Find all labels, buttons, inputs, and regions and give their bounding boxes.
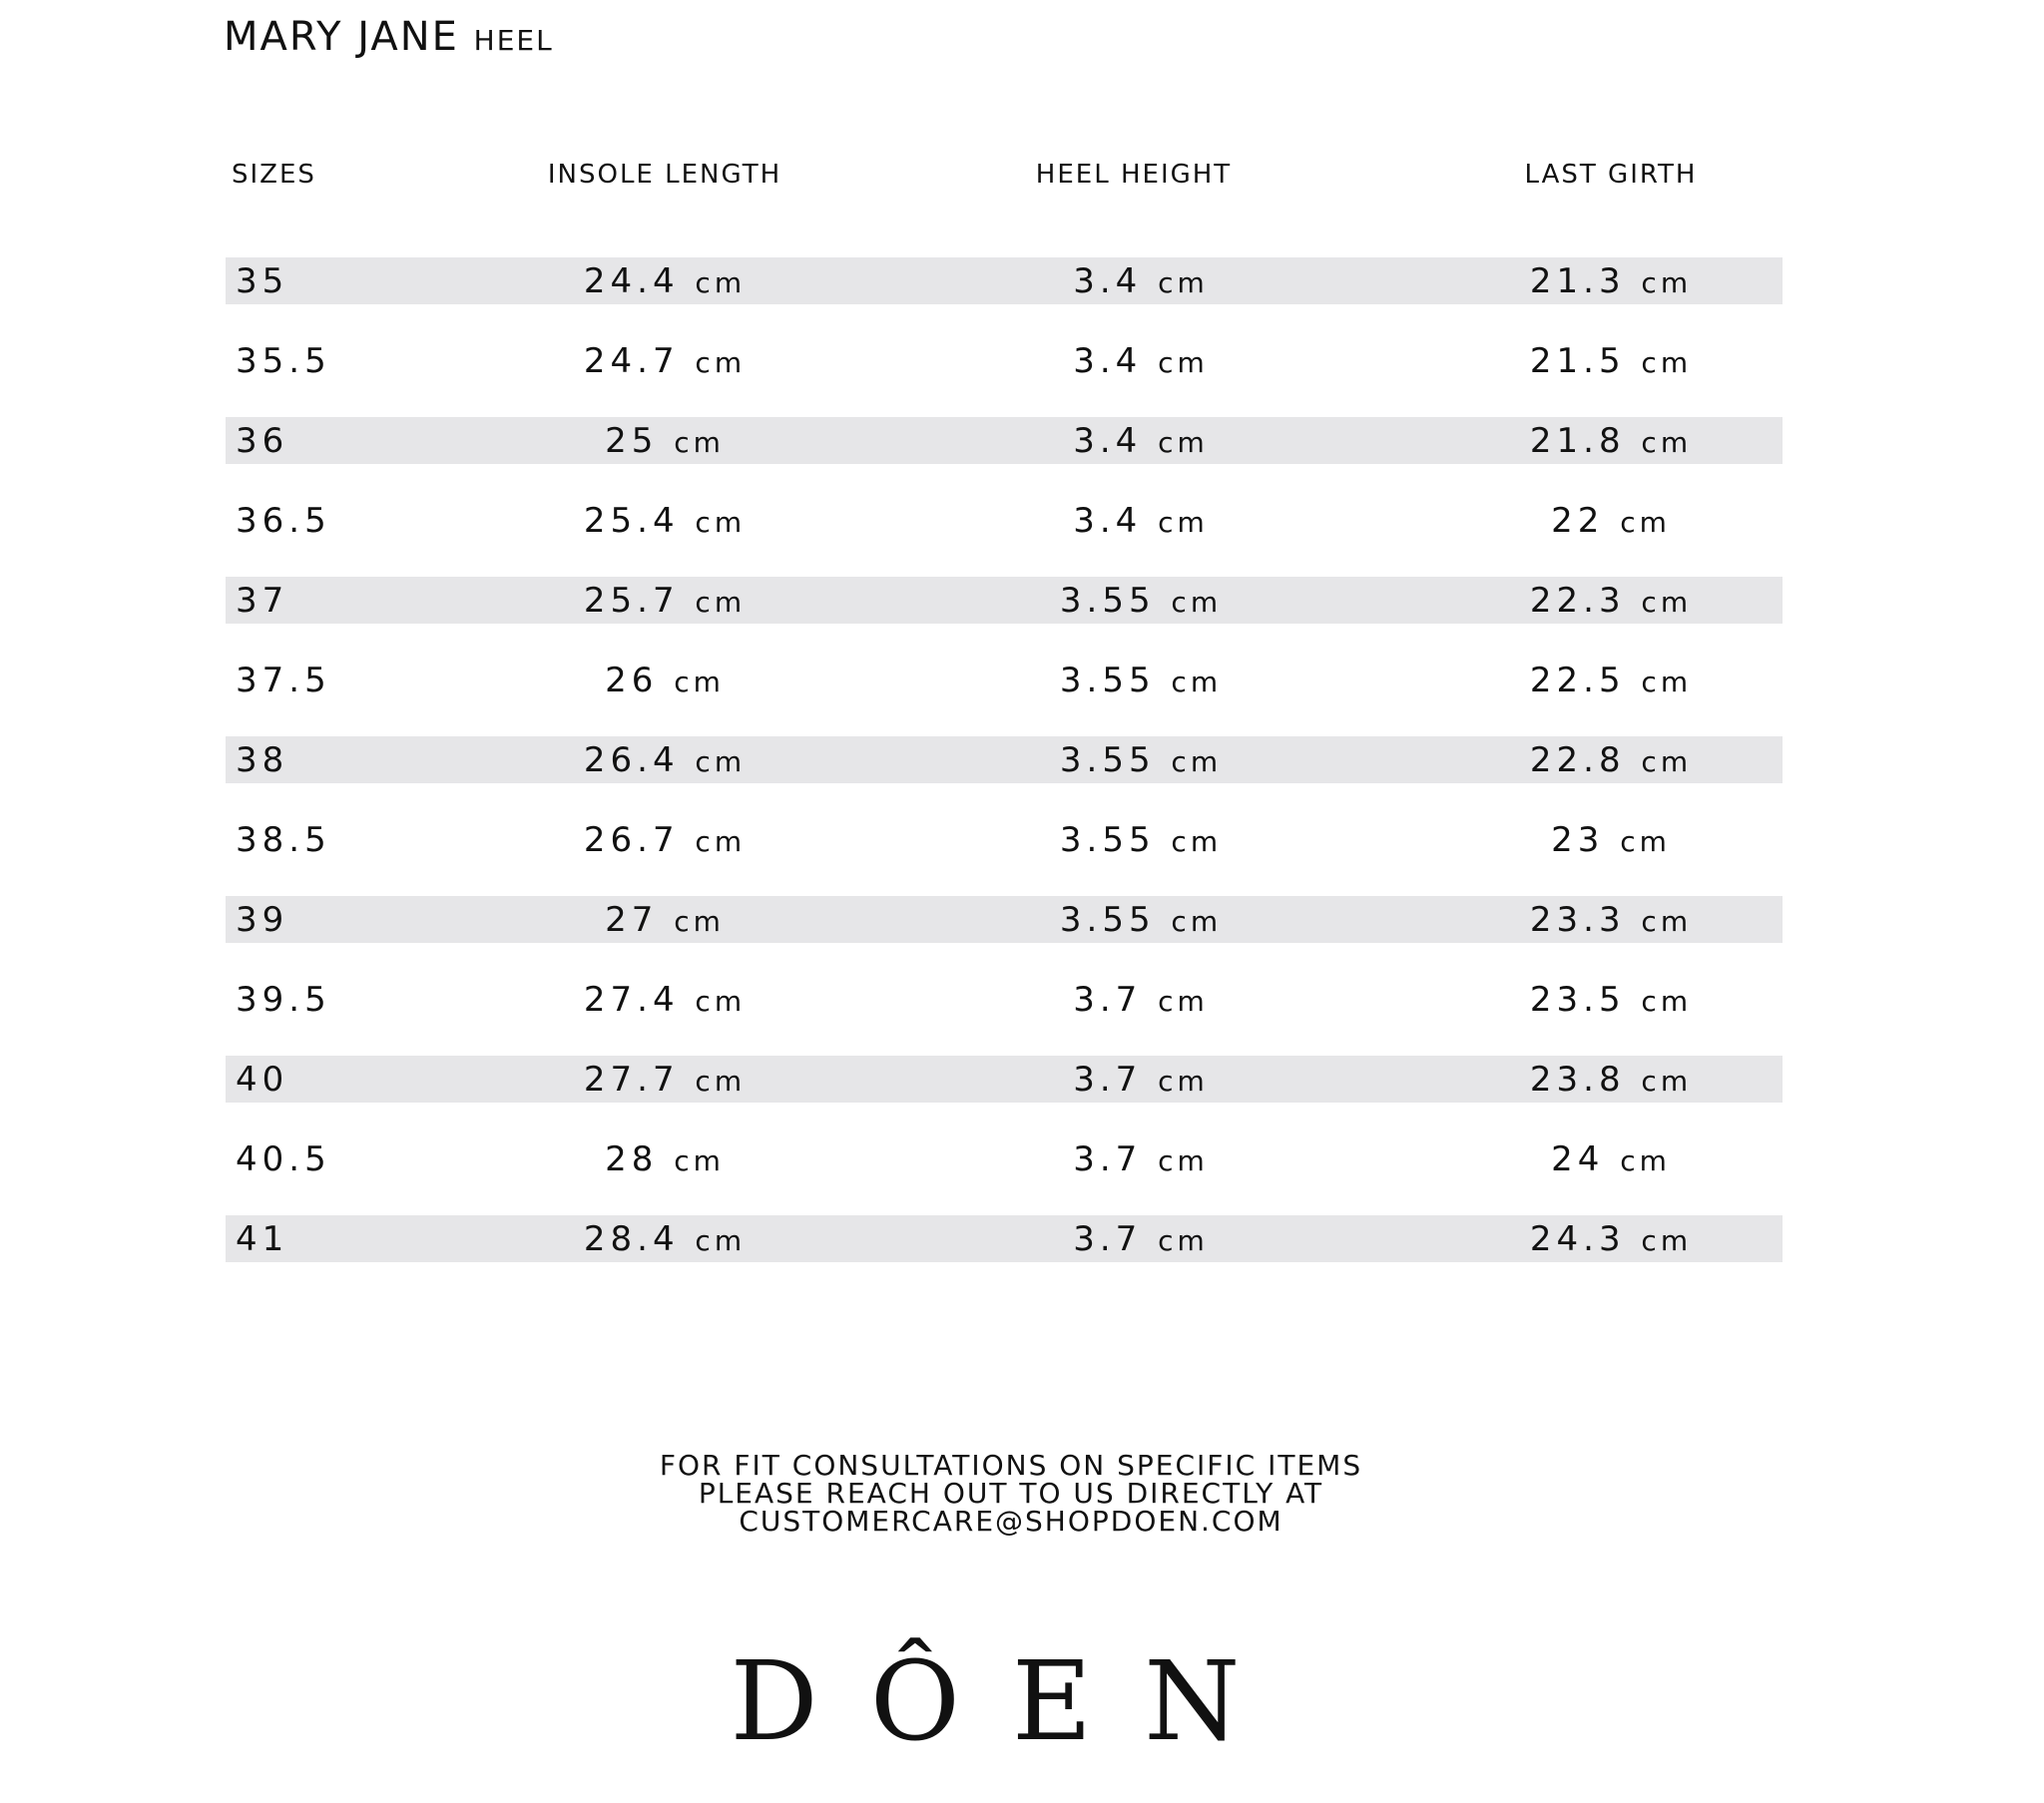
insole-length-cell-value: 25 xyxy=(605,420,659,461)
table-row xyxy=(226,736,1783,783)
heel-height-cell xyxy=(1073,341,1209,381)
insole-length-cell-value: 27.7 xyxy=(583,1059,680,1100)
unit-label: cm xyxy=(695,505,747,539)
heel-height-cell xyxy=(1060,581,1222,621)
unit-label: cm xyxy=(1641,265,1693,299)
last-girth-cell-value: 22.3 xyxy=(1529,580,1626,621)
unit-label: cm xyxy=(1641,1223,1693,1257)
last-girth-cell xyxy=(1530,421,1692,461)
unit-label: cm xyxy=(1641,585,1693,619)
heel-height-cell xyxy=(1060,900,1222,940)
fit-consultation-note xyxy=(0,1449,2022,1538)
last-girth-cell xyxy=(1530,740,1692,780)
last-girth-cell xyxy=(1551,501,1671,541)
insole-length-cell xyxy=(584,581,746,621)
note-line-1: FOR FIT CONSULTATIONS ON SPECIFIC ITEMS xyxy=(659,1449,1363,1482)
size-table xyxy=(226,257,1783,1295)
size-cell xyxy=(236,1139,331,1179)
unit-label: cm xyxy=(674,665,725,698)
unit-label: cm xyxy=(1158,1064,1209,1098)
note-email: CUSTOMERCARE@SHOPDOEN.COM xyxy=(739,1505,1283,1538)
size-cell-value: 37.5 xyxy=(236,660,331,700)
unit-label: cm xyxy=(695,1064,747,1098)
insole-length-cell-value: 26.4 xyxy=(583,739,680,780)
size-cell-value: 40.5 xyxy=(236,1138,331,1179)
heel-height-cell xyxy=(1073,1219,1209,1259)
heel-height-cell xyxy=(1073,980,1209,1020)
unit-label: cm xyxy=(1158,425,1209,459)
size-cell-value: 41 xyxy=(236,1218,289,1259)
table-row xyxy=(226,1056,1783,1103)
heel-height-cell xyxy=(1073,1139,1209,1179)
unit-label: cm xyxy=(1158,984,1209,1018)
unit-label: cm xyxy=(695,984,747,1018)
insole-length-cell-value: 24.4 xyxy=(583,260,680,301)
size-cell-value: 35 xyxy=(236,260,289,301)
size-cell xyxy=(236,341,331,381)
insole-length-cell-value: 26 xyxy=(605,660,659,700)
size-cell-value: 37 xyxy=(236,580,289,621)
last-girth-cell xyxy=(1530,261,1692,301)
unit-label: cm xyxy=(695,345,747,379)
last-girth-cell xyxy=(1530,661,1692,700)
insole-length-cell-value: 24.7 xyxy=(583,340,680,381)
header-last-girth: LAST GIRTH xyxy=(1524,160,1698,190)
table-row xyxy=(226,577,1783,624)
heel-height-cell-value: 3.55 xyxy=(1059,580,1156,621)
insole-length-cell-value: 28.4 xyxy=(583,1218,680,1259)
unit-label: cm xyxy=(695,265,747,299)
size-cell xyxy=(236,740,288,780)
heel-height-cell-value: 3.55 xyxy=(1059,819,1156,860)
size-cell xyxy=(236,501,331,541)
last-girth-cell-value: 22.8 xyxy=(1529,739,1626,780)
table-header xyxy=(226,160,1783,200)
last-girth-cell-value: 23.3 xyxy=(1529,899,1626,940)
header-sizes: SIZES xyxy=(232,160,316,190)
unit-label: cm xyxy=(1620,1143,1671,1177)
insole-length-cell xyxy=(584,341,746,381)
heel-height-cell-value: 3.4 xyxy=(1073,340,1143,381)
last-girth-cell-value: 23.8 xyxy=(1529,1059,1626,1100)
heel-height-cell xyxy=(1073,501,1209,541)
size-cell-value: 38 xyxy=(236,739,289,780)
heel-height-cell xyxy=(1073,421,1209,461)
unit-label: cm xyxy=(674,425,725,459)
unit-label: cm xyxy=(695,585,747,619)
size-cell-value: 40 xyxy=(236,1059,289,1100)
unit-label: cm xyxy=(1641,1064,1693,1098)
insole-length-cell xyxy=(584,501,746,541)
insole-length-cell-value: 27.4 xyxy=(583,979,680,1020)
size-cell-value: 38.5 xyxy=(236,819,331,860)
heel-height-cell-value: 3.55 xyxy=(1059,660,1156,700)
last-girth-cell xyxy=(1530,581,1692,621)
last-girth-cell xyxy=(1530,341,1692,381)
size-cell xyxy=(236,261,288,301)
unit-label: cm xyxy=(1620,824,1671,858)
header-insole-length: INSOLE LENGTH xyxy=(547,160,782,190)
header-heel-height: HEEL HEIGHT xyxy=(1035,160,1233,190)
size-cell-value: 35.5 xyxy=(236,340,331,381)
insole-length-cell-value: 25.7 xyxy=(583,580,680,621)
size-cell-value: 36 xyxy=(236,420,289,461)
size-cell-value: 36.5 xyxy=(236,500,331,541)
heel-height-cell-value: 3.55 xyxy=(1059,899,1156,940)
last-girth-cell-value: 21.3 xyxy=(1529,260,1626,301)
heel-height-cell xyxy=(1060,820,1222,860)
note-line-2: PLEASE REACH OUT TO US DIRECTLY AT xyxy=(698,1477,1324,1510)
heel-height-cell-value: 3.4 xyxy=(1073,420,1143,461)
unit-label: cm xyxy=(1171,744,1223,778)
unit-label: cm xyxy=(1158,265,1209,299)
size-cell xyxy=(236,980,331,1020)
unit-label: cm xyxy=(1171,585,1223,619)
size-cell xyxy=(236,581,288,621)
unit-label: cm xyxy=(1158,1223,1209,1257)
last-girth-cell xyxy=(1551,820,1671,860)
table-row xyxy=(226,1215,1783,1262)
unit-label: cm xyxy=(674,904,725,938)
title-sub: heel xyxy=(473,14,554,60)
heel-height-cell-value: 3.7 xyxy=(1073,979,1143,1020)
heel-height-cell-value: 3.7 xyxy=(1073,1138,1143,1179)
heel-height-cell-value: 3.7 xyxy=(1073,1218,1143,1259)
unit-label: cm xyxy=(1641,744,1693,778)
table-row xyxy=(226,257,1783,304)
size-cell-value: 39.5 xyxy=(236,979,331,1020)
insole-length-cell xyxy=(584,261,746,301)
unit-label: cm xyxy=(695,744,747,778)
unit-label: cm xyxy=(695,1223,747,1257)
size-cell xyxy=(236,1060,288,1100)
insole-length-cell xyxy=(584,980,746,1020)
brand-logo: DÔEN xyxy=(730,1637,1292,1765)
insole-length-cell xyxy=(605,900,725,940)
unit-label: cm xyxy=(1171,665,1223,698)
last-girth-cell-value: 23.5 xyxy=(1529,979,1626,1020)
unit-label: cm xyxy=(1641,904,1693,938)
heel-height-cell xyxy=(1073,1060,1209,1100)
insole-length-cell xyxy=(605,421,725,461)
unit-label: cm xyxy=(1158,505,1209,539)
heel-height-cell-value: 3.55 xyxy=(1059,739,1156,780)
last-girth-cell xyxy=(1530,1060,1692,1100)
unit-label: cm xyxy=(695,824,747,858)
last-girth-cell xyxy=(1530,1219,1692,1259)
insole-length-cell xyxy=(584,1219,746,1259)
insole-length-cell xyxy=(605,661,725,700)
size-cell xyxy=(236,661,331,700)
page-title xyxy=(224,14,554,60)
table-row xyxy=(226,976,1783,1023)
unit-label: cm xyxy=(674,1143,725,1177)
last-girth-cell-value: 22.5 xyxy=(1529,660,1626,700)
last-girth-cell-value: 21.8 xyxy=(1529,420,1626,461)
heel-height-cell xyxy=(1060,661,1222,700)
table-row xyxy=(226,497,1783,544)
table-row xyxy=(226,337,1783,384)
title-main: MARY JANE xyxy=(224,14,459,60)
unit-label: cm xyxy=(1641,345,1693,379)
unit-label: cm xyxy=(1641,984,1693,1018)
heel-height-cell xyxy=(1060,740,1222,780)
heel-height-cell-value: 3.4 xyxy=(1073,500,1143,541)
size-cell xyxy=(236,421,288,461)
size-cell xyxy=(236,1219,288,1259)
heel-height-cell xyxy=(1073,261,1209,301)
last-girth-cell-value: 24.3 xyxy=(1529,1218,1626,1259)
last-girth-cell-value: 23 xyxy=(1551,819,1605,860)
insole-length-cell xyxy=(584,1060,746,1100)
insole-length-cell xyxy=(584,820,746,860)
table-row xyxy=(226,657,1783,703)
heel-height-cell-value: 3.7 xyxy=(1073,1059,1143,1100)
size-cell-value: 39 xyxy=(236,899,289,940)
table-row xyxy=(226,816,1783,863)
heel-height-cell-value: 3.4 xyxy=(1073,260,1143,301)
unit-label: cm xyxy=(1158,345,1209,379)
insole-length-cell-value: 26.7 xyxy=(583,819,680,860)
unit-label: cm xyxy=(1641,425,1693,459)
last-girth-cell-value: 21.5 xyxy=(1529,340,1626,381)
size-cell xyxy=(236,820,331,860)
table-row xyxy=(226,417,1783,464)
last-girth-cell xyxy=(1530,900,1692,940)
insole-length-cell xyxy=(584,740,746,780)
last-girth-cell xyxy=(1551,1139,1671,1179)
last-girth-cell-value: 24 xyxy=(1551,1138,1605,1179)
insole-length-cell xyxy=(605,1139,725,1179)
unit-label: cm xyxy=(1171,824,1223,858)
last-girth-cell-value: 22 xyxy=(1551,500,1605,541)
unit-label: cm xyxy=(1171,904,1223,938)
unit-label: cm xyxy=(1641,665,1693,698)
unit-label: cm xyxy=(1620,505,1671,539)
table-row xyxy=(226,1135,1783,1182)
last-girth-cell xyxy=(1530,980,1692,1020)
table-row xyxy=(226,896,1783,943)
unit-label: cm xyxy=(1158,1143,1209,1177)
size-cell xyxy=(236,900,288,940)
insole-length-cell-value: 27 xyxy=(605,899,659,940)
insole-length-cell-value: 25.4 xyxy=(583,500,680,541)
insole-length-cell-value: 28 xyxy=(605,1138,659,1179)
